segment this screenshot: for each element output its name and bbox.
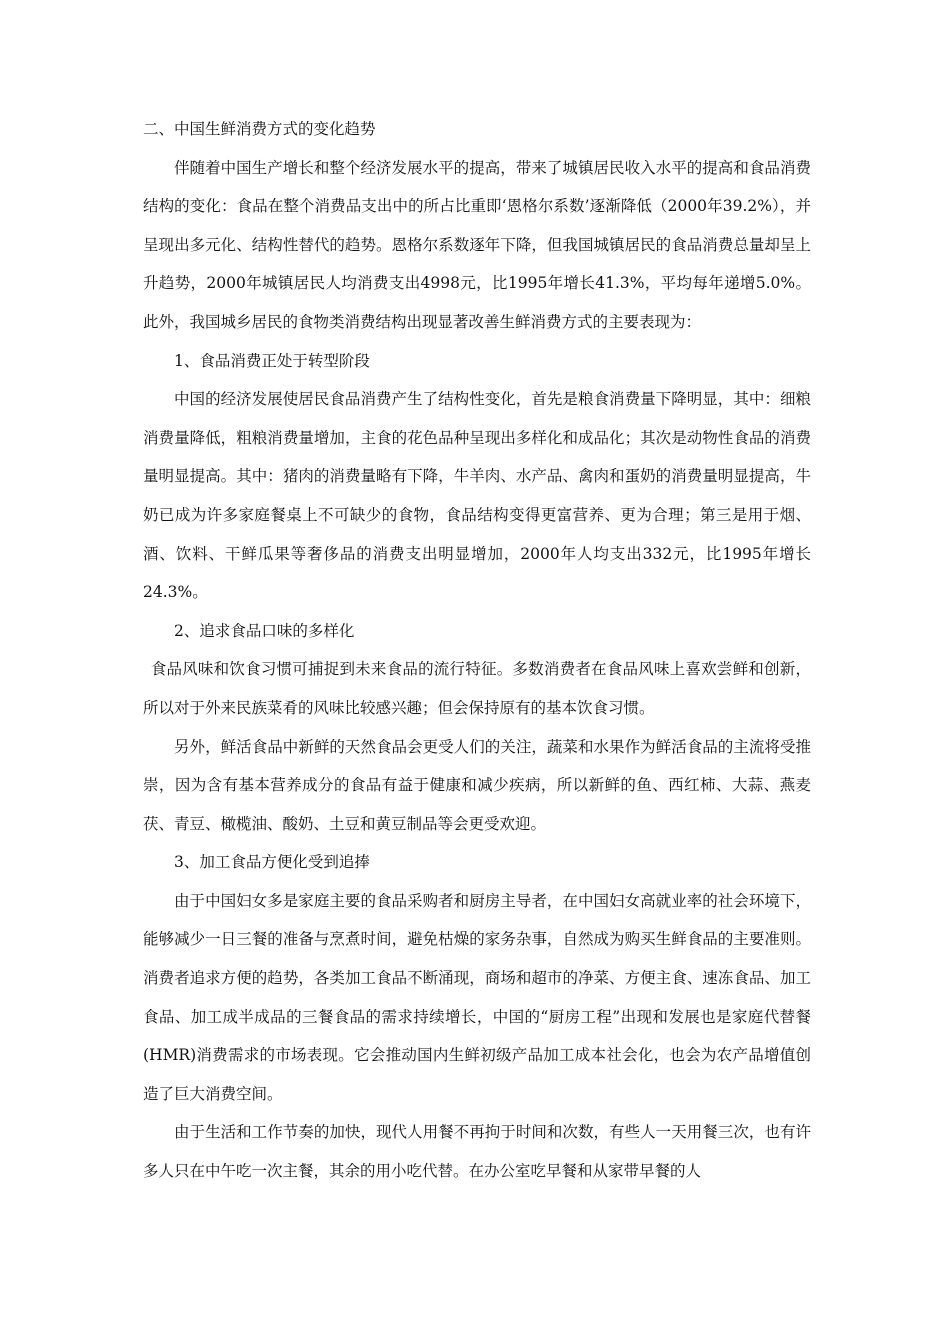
paragraph-meal-habits: 由于生活和工作节奏的加快，现代人用餐不再拘于时间和次数，有些人一天用餐三次，也有许多人只在中午吃一次主餐，其余的用小吃代替。在办公室吃早餐和从家带早餐的人 <box>143 1123 811 1181</box>
section-title: 二、中国生鲜消费方式的变化趋势 <box>143 120 376 138</box>
paragraph-flavor-diversity: 食品风味和饮食习惯可捕捉到未来食品的流行特征。多数消费者在食品风味上喜欢尝鲜和创新，所以对于外来民族菜肴的风味比较感兴趣；但会保持原有的基本饮食习惯。 <box>143 660 811 717</box>
subsection-heading-2: 2、追求食品口味的多样化 <box>174 621 355 640</box>
document-body <box>143 110 811 1191</box>
paragraph-fresh-foods: 另外，鲜活食品中新鲜的天然食品会更受人们的关注，蔬菜和水果作为鲜活食品的主流将受推崇，因为含有基本营养成分的食品有益于健康和减少疾病，所以新鲜的鱼、西红柿、大蒜、燕麦茯、青豆、橄榄油、酸奶、土豆和黄豆制品等会更受欢迎。 <box>143 737 811 833</box>
intro-paragraph: 伴随着中国生产增长和整个经济发展水平的提高，带来了城镇居民收入水平的提高和食品消费结构的变化：食品在整个消费品支出中的所占比重即‘恩格尔系数’逐渐降低（2000年39.2%），并呈现出多元化、结构性替代的趋势。恩格尔系数逐年下降，但我国城镇居民的食品消费总量却呈上升趋势，2000年城镇居民人均消费支出4998元，比1995年增长41.3%，平均每年递增5.0%。此外，我国城乡居民的食物类消费结构出现显著改善生鲜消费方式的主要表现为： <box>143 158 811 331</box>
subsection-heading-1: 1、食品消费正处于转型阶段 <box>174 351 370 370</box>
subsection-heading-3: 3、加工食品方便化受到追捧 <box>174 853 370 872</box>
paragraph-convenience-foods: 由于中国妇女多是家庭主要的食品采购者和厨房主导者，在中国妇女高就业率的社会环境下，能够减少一日三餐的准备与烹煮时间，避免枯燥的家务杂事，自然成为购买生鲜食品的主要准则。消费者追求方便的趋势，各类加工食品不断涌现，商场和超市的净菜、方便主食、速冻食品、加工食品、加工成半成品的三餐食品的需求持续增长，中国的“厨房工程”出现和发展也是家庭代替餐(HMR)消费需求的市场表现。它会推动国内生鲜初级产品加工成本社会化，也会为农产品增值创造了巨大消费空间。 <box>143 891 811 1103</box>
paragraph-food-transition: 中国的经济发展使居民食品消费产生了结构性变化，首先是粮食消费量下降明显，其中：细粮消费量降低，粗粮消费量增加，主食的花色品种呈现出多样化和成品化；其次是动物性食品的消费量明显提高。其中：猪肉的消费量略有下降，牛羊肉、水产品、禽肉和蛋奶的消费量明显提高，牛奶已成为许多家庭餐桌上不可缺少的食物，食品结构变得更富营养、更为合理；第三是用于烟、酒、饮料、干鲜瓜果等奢侈品的消费支出明显增加，2000年人均支出332元，比1995年增长24.3%。 <box>143 390 811 602</box>
